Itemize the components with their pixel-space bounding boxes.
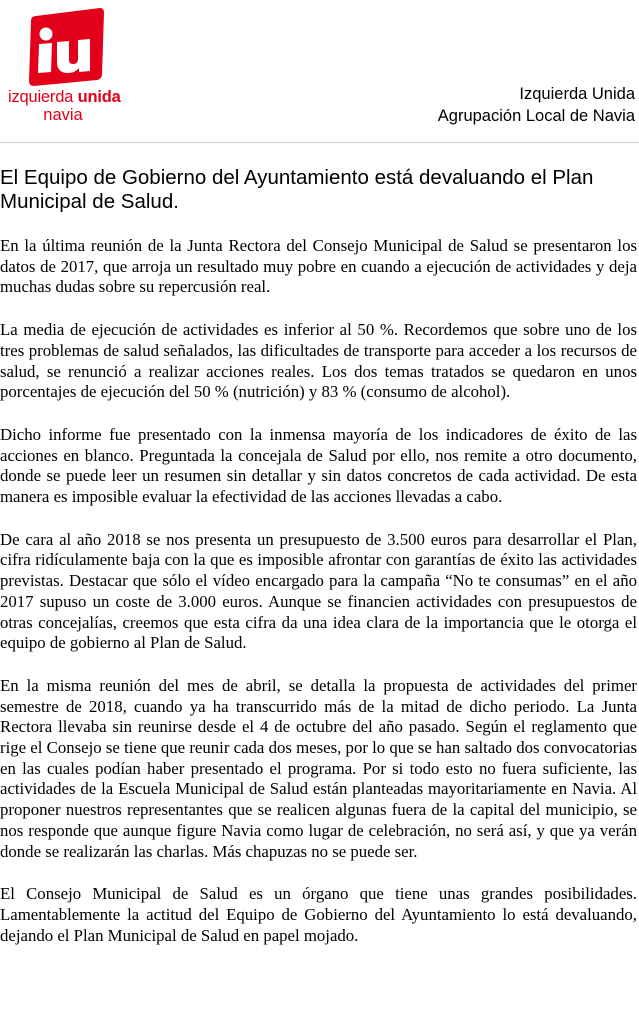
organization-branch: Agrupación Local de Navia bbox=[437, 107, 635, 125]
article-body bbox=[0, 236, 637, 968]
organization-block bbox=[438, 83, 635, 127]
paragraph: En la última reunión de la Junta Rectora del Consejo Municipal de Salud se presentaron los datos de 2017, que arroja un resultado muy pobre en cuando a ejecución de actividades y deja muchas dudas sobre su repercusión real. bbox=[0, 236, 637, 297]
logo-wordmark: izquierda unida bbox=[8, 88, 121, 106]
svg-text:iu: iu bbox=[26, 4, 27, 5]
organization-name: Izquierda Unida bbox=[519, 85, 635, 103]
paragraph: La media de ejecución de actividades es inferior al 50 %. Recordemos que sobre uno de los tres problemas de salud señalados, las dificultades de transporte para acceder a los recursos de salud, se renunció a realizar acciones reales. Los dos temas tratados se quedaron en unos porcentajes de ejecución del 50 % (nutrición) y 83 % (consumo de alcohol). bbox=[0, 320, 637, 402]
paragraph: De cara al año 2018 se nos presenta un presupuesto de 3.500 euros para desarrollar el Plan, cifra ridículamente baja con la que es imposible afrontar con garantías de éxito las actividades previstas. Destacar que sólo el vídeo encargado para la campaña “No te consumas” en el año 2017 supuso un coste de 3.000 euros. Aunque se financien actividades con presupuestos de otras concejalías, creemos que esta cifra da una idea clara de la importancia que le otorga el equipo de gobierno al Plan de Salud. bbox=[0, 529, 637, 653]
iu-logo bbox=[8, 2, 121, 124]
logo-locality: navia bbox=[43, 106, 83, 124]
paragraph: En la misma reunión del mes de abril, se detalla la propuesta de actividades del primer semestre de 2018, cuando ya ha transcurrido más de la mitad de dicho periodo. La Junta Rectora llevaba sin reunirse desde el 4 de octubre del año pasado. Según el reglamento que rige el Consejo se tiene que reunir cada dos meses, por lo que se han saltado dos convocatorias en las cuales podían haber presentado el programa. Por si todo esto no fuera suficiente, las actividades de la Escuela Municipal de Salud están planteadas mayoritariamente en Navia. Al proponer nuestros representantes que se realicen algunas fuera de la capital del municipio, se nos responde que aunque figure Navia como lugar de celebración, no será así, y que ya verán donde se realizarán las charlas. Más chapuzas no se puede ser. bbox=[0, 675, 637, 861]
article-title: El Equipo de Gobierno del Ayuntamiento está devaluando el Plan Municipal de Salud. bbox=[0, 166, 594, 213]
header-divider bbox=[0, 142, 639, 143]
paragraph: El Consejo Municipal de Salud es un órgano que tiene unas grandes posibilidades. Lamentablemente la actitud del Equipo de Gobierno del Ayuntamiento lo está devaluando, dejando el Plan Municipal de Salud en papel mojado. bbox=[0, 884, 637, 945]
paragraph: Dicho informe fue presentado con la inmensa mayoría de los indicadores de éxito de las acciones en blanco. Preguntada la concejala de Salud por ello, nos remite a otro documento, donde se puede leer un resumen sin detallar y sin datos concretos de cada actividad. De esta manera es imposible evaluar la efectividad de las acciones llevadas a cabo. bbox=[0, 424, 637, 507]
iu-logo-mark bbox=[26, 4, 106, 88]
